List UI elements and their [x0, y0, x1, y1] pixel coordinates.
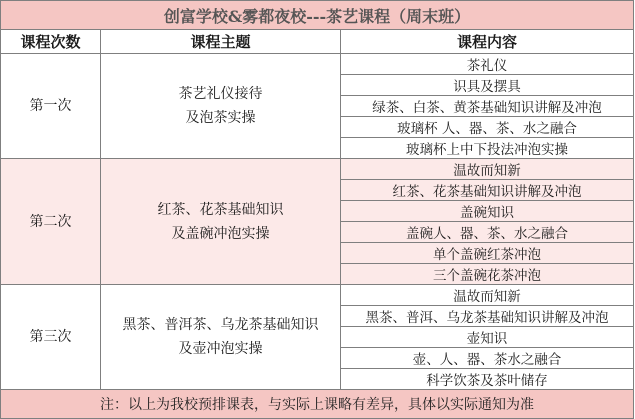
session-2-topic-line-1: 红茶、花茶基础知识 [157, 201, 284, 218]
table-title: 创富学校&雾都夜校---茶艺课程（周末班） [1, 1, 634, 30]
session-2-topic [101, 159, 341, 285]
content-item: 识具及摆具 [341, 75, 634, 96]
header-topic: 课程主题 [101, 30, 341, 54]
content-item: 盖碗知识 [341, 201, 634, 222]
content-item: 黑茶、普洱、乌龙茶基础知识讲解及冲泡 [341, 306, 634, 327]
content-item: 单个盖碗红茶冲泡 [341, 243, 634, 264]
session-1-topic-line-1: 茶艺礼仪接待 [178, 86, 263, 102]
content-item: 温故而知新 [341, 285, 634, 306]
session-3-label: 第三次 [1, 285, 101, 390]
session-3-topic-line-1: 黑茶、普洱茶、乌龙茶基础知识 [122, 317, 319, 333]
session-2-topic-line-2: 及盖碗冲泡实操 [171, 225, 270, 242]
content-item: 玻璃杯上中下投法冲泡实操 [341, 138, 634, 159]
content-item: 壶、人、器、茶水之融合 [341, 348, 634, 369]
session-1-topic [101, 54, 341, 159]
content-item: 绿茶、白茶、黄茶基础知识讲解及冲泡 [341, 96, 634, 117]
session-3-topic-line-2: 及壶冲泡实操 [178, 341, 263, 357]
footer-note: 注：以上为我校预排课表，与实际上课略有差异，具体以实际通知为准 [1, 390, 634, 419]
header-content: 课程内容 [341, 30, 634, 54]
content-item: 温故而知新 [341, 159, 634, 180]
session-1-label: 第一次 [1, 54, 101, 159]
content-item: 红茶、花茶基础知识讲解及冲泡 [341, 180, 634, 201]
content-item: 盖碗人、器、茶、水之融合 [341, 222, 634, 243]
content-item: 壶知识 [341, 327, 634, 348]
content-item: 三个盖碗花茶冲泡 [341, 264, 634, 285]
session-2-label: 第二次 [1, 159, 101, 285]
header-session: 课程次数 [1, 30, 101, 54]
content-item: 玻璃杯 人、器、茶、水之融合 [341, 117, 634, 138]
session-1-topic-line-2: 及泡茶实操 [185, 110, 256, 126]
session-3-topic [101, 285, 341, 390]
content-item: 科学饮茶及茶叶储存 [341, 369, 634, 390]
content-item: 茶礼仪 [341, 54, 634, 75]
